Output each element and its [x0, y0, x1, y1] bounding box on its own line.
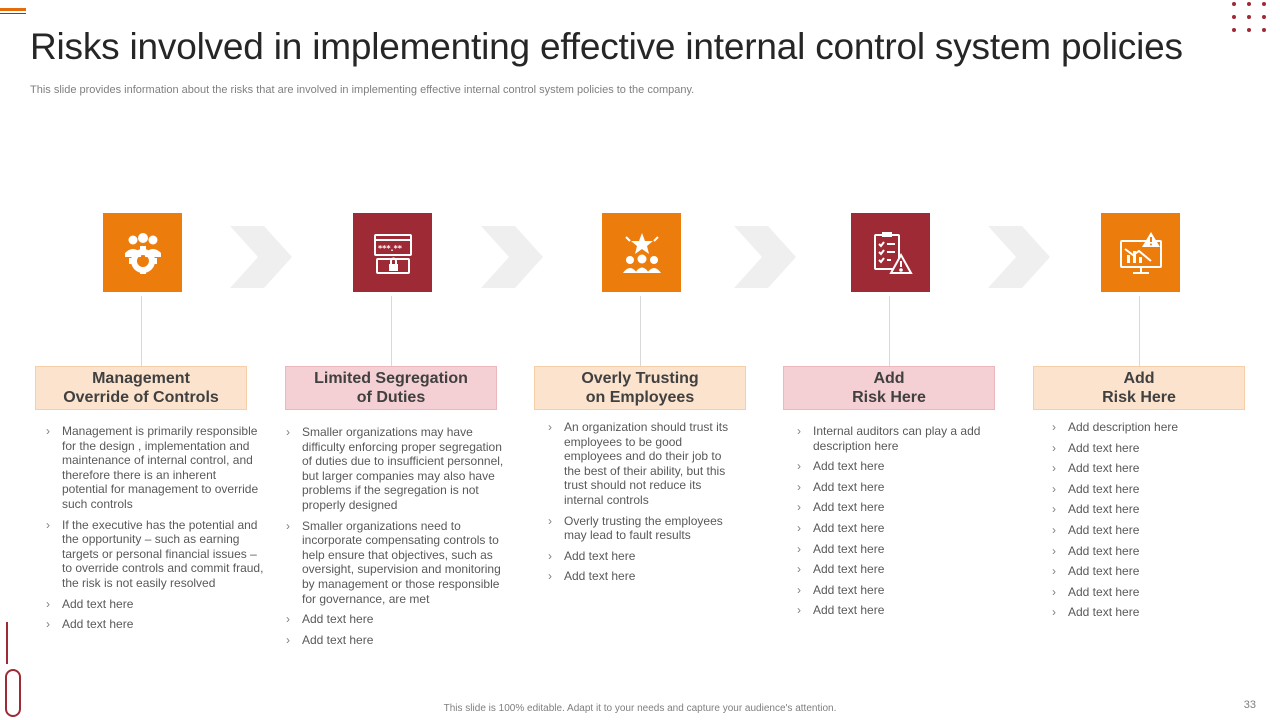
- chevron-right-icon: [230, 226, 292, 288]
- list-item: › Add text here: [1046, 461, 1246, 476]
- column-heading: Add Risk Here: [1033, 366, 1245, 410]
- bullet-list: [1046, 420, 1246, 626]
- chevron-right-icon: [734, 226, 796, 288]
- connector-line: [391, 296, 392, 366]
- bullet-list: [40, 424, 264, 638]
- list-item: › If the executive has the potential and the opportunity – such as earning targets or personal financial issues – to override controls and commit fraud, the risk is not easily resolved: [40, 518, 264, 591]
- list-item: › Smaller organizations need to incorporate compensating controls to help ensure that objectives, such as oversight, supervision and monitoring by management or those responsible for governance, are met: [280, 519, 512, 607]
- list-item: › Add text here: [791, 480, 991, 495]
- team-gear-icon: [103, 213, 182, 292]
- list-item: › Overly trusting the employees may lead to fault results: [542, 514, 732, 543]
- bullet-list: [542, 420, 732, 590]
- list-item: › Management is primarily responsible for the design , implementation and maintenance of internal control, and therefore there is an inherent potential for management to override such controls: [40, 424, 264, 512]
- list-item: › Smaller organizations may have difficulty enforcing proper segregation of duties due to insufficient personnel, but larger companies may also have problems if the segregation is not properly designed: [280, 425, 512, 513]
- list-item: › Add text here: [1046, 441, 1246, 456]
- list-item: › Add text here: [40, 617, 264, 632]
- list-item: › An organization should trust its employees to be good employees and do their job to the best of their ability, but this trust should not reduce its internal controls: [542, 420, 732, 508]
- connector-line: [640, 296, 641, 366]
- list-item: › Add text here: [40, 597, 264, 612]
- list-item: › Add text here: [1046, 585, 1246, 600]
- left-accent-bar: [6, 622, 8, 664]
- connector-line: [1139, 296, 1140, 366]
- chart-warning-icon: [1101, 213, 1180, 292]
- list-item: › Add text here: [791, 521, 991, 536]
- dot-grid-decoration: [1232, 2, 1266, 32]
- top-accent-line: [0, 13, 26, 14]
- list-item: › Add text here: [1046, 564, 1246, 579]
- list-item: › Add text here: [791, 562, 991, 577]
- list-item: › Add text here: [1046, 502, 1246, 517]
- footer-note: This slide is 100% editable. Adapt it to your needs and capture your audience's attention.: [443, 703, 837, 714]
- bullet-list: [280, 425, 512, 653]
- svg-text:***.**: ***.**: [377, 243, 402, 253]
- list-item: › Add text here: [791, 603, 991, 618]
- list-item: › Add text here: [791, 542, 991, 557]
- list-item: › Add text here: [542, 569, 732, 584]
- connector-line: [889, 296, 890, 366]
- list-item: › Add text here: [280, 633, 512, 648]
- chevron-right-icon: [481, 226, 543, 288]
- slide-title: Risks involved in implementing effective internal control system policies: [30, 26, 1183, 67]
- list-item: › Add text here: [542, 549, 732, 564]
- star-employees-icon: [602, 213, 681, 292]
- list-item: › Internal auditors can play a add description here: [791, 424, 991, 453]
- list-item: › Add text here: [280, 612, 512, 627]
- password-lock-icon: [353, 213, 432, 292]
- chevron-right-icon: [988, 226, 1050, 288]
- list-item: › Add text here: [1046, 482, 1246, 497]
- slide-subtitle: This slide provides information about the risks that are involved in implementing effective internal control system policies to the company.: [30, 84, 695, 96]
- checklist-warning-icon: [851, 213, 930, 292]
- list-item: › Add text here: [1046, 523, 1246, 538]
- top-accent-bar: [0, 8, 26, 11]
- list-item: › Add description here: [1046, 420, 1246, 435]
- column-heading: Limited Segregation of Duties: [285, 366, 497, 410]
- list-item: › Add text here: [791, 459, 991, 474]
- list-item: › Add text here: [791, 500, 991, 515]
- list-item: › Add text here: [791, 583, 991, 598]
- column-heading: Overly Trusting on Employees: [534, 366, 746, 410]
- list-item: › Add text here: [1046, 605, 1246, 620]
- list-item: › Add text here: [1046, 544, 1246, 559]
- connector-line: [141, 296, 142, 366]
- page-number: 33: [1243, 699, 1256, 711]
- column-heading: Add Risk Here: [783, 366, 995, 410]
- bullet-list: [791, 424, 991, 624]
- column-heading: Management Override of Controls: [35, 366, 247, 410]
